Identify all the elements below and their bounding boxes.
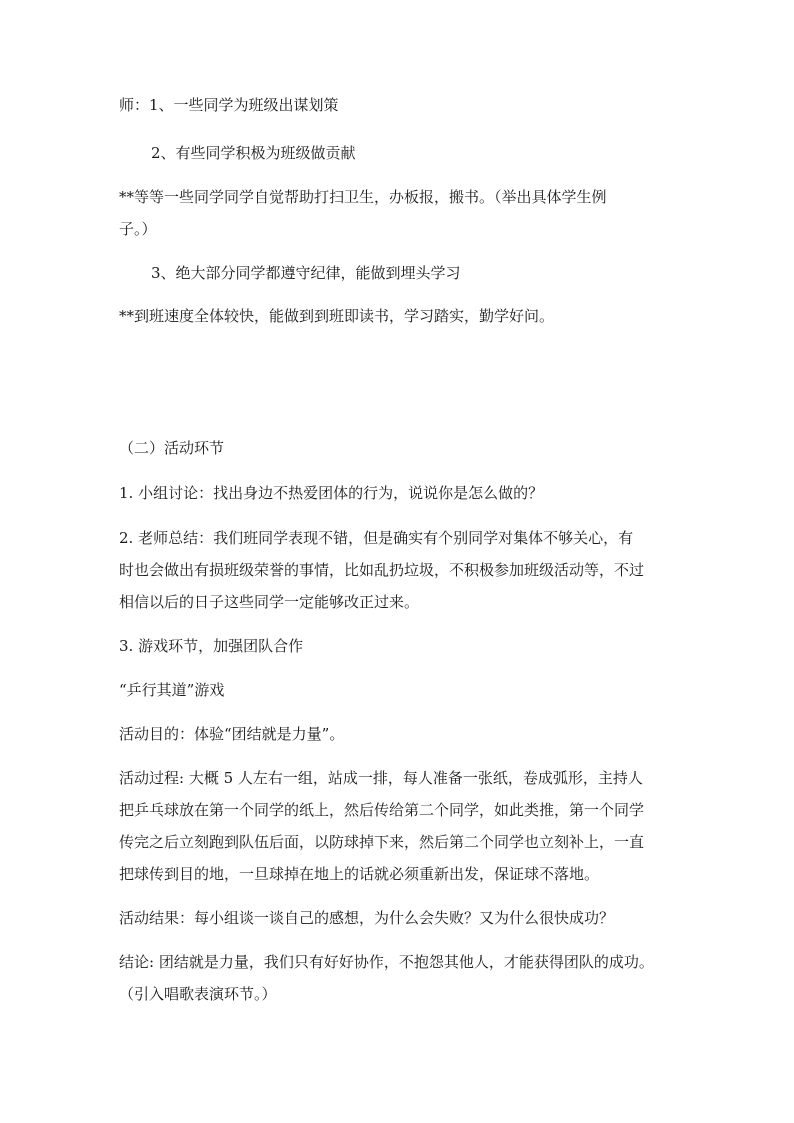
activity-purpose: 活动目的：体验“团结就是力量”。	[119, 725, 345, 743]
example-line-3: **到班速度全体较快，能做到到班即读书，学习踏实，勤学好问。	[119, 307, 555, 325]
item-2-summary-line-1: 2. 老师总结：我们班同学表现不错，但是确实有个别同学对集体不够关心，有	[119, 529, 634, 547]
example-line-1: **等等一些同学同学自觉帮助打扫卫生，办板报，搬书。（举出具体学生例	[119, 188, 607, 206]
activity-process-line-3: 传完之后立刻跑到队伍后面，以防球掉下来，然后第二个同学也立刻补上，一直	[119, 833, 645, 851]
section-heading: （二）活动环节	[119, 439, 225, 457]
item-2-summary-line-3: 相信以后的日子这些同学一定能够改正过来。	[119, 593, 420, 611]
item-2-summary-line-2: 时也会做出有损班级荣誉的事情，比如乱扔垃圾，不积极参加班级活动等，不过	[119, 561, 645, 579]
activity-process-line-2: 把乒乓球放在第一个同学的纸上，然后传给第二个同学，如此类推，第一个同学	[119, 801, 645, 819]
activity-process-line-4: 把球传到目的地，一旦球掉在地上的话就必须重新出发，保证球不落地。	[119, 865, 600, 883]
game-title: “乒行其道”游戏	[119, 681, 225, 699]
activity-result: 活动结果：每小组谈一谈自己的感想，为什么会失败？又为什么很快成功？	[119, 909, 615, 927]
conclusion-line-2: （引入唱歌表演环节。）	[119, 985, 277, 1003]
teacher-point-2: 2、有些同学积极为班级做贡献	[151, 144, 356, 162]
example-line-2: 子。）	[119, 220, 157, 238]
teacher-point-1: 师：1、一些同学为班级出谋划策	[119, 96, 339, 114]
item-1-discussion: 1. 小组讨论：找出身边不热爱团体的行为，说说你是怎么做的？	[119, 484, 544, 502]
conclusion-line-1: 结论: 团结就是力量，我们只有好好协作，不抱怨其他人，才能获得团队的成功。	[119, 953, 654, 971]
activity-process-line-1: 活动过程: 大概 5 人左右一组，站成一排，每人准备一张纸，卷成弧形，主持人	[119, 769, 643, 787]
teacher-point-3: 3、绝大部分同学都遵守纪律，能做到埋头学习	[151, 264, 461, 282]
item-3-game: 3. 游戏环节，加强团队合作	[119, 637, 304, 655]
